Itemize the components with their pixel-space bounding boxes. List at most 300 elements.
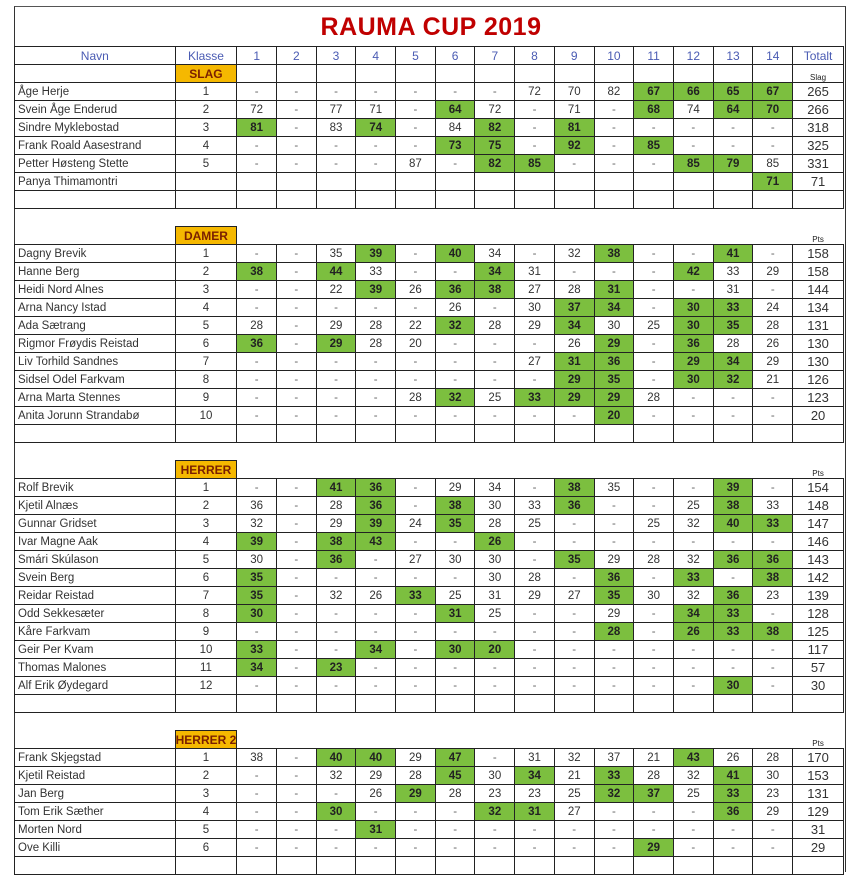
player-total: 123 [793,389,844,407]
score-cell: - [396,821,436,839]
score-cell: - [753,821,793,839]
player-name: Ada Sætrang [15,317,176,335]
category-empty [554,731,594,749]
score-cell: 31 [515,263,555,281]
score-cell: 32 [316,767,356,785]
results-table [14,46,844,875]
score-cell [554,173,594,191]
empty-cell [175,191,237,209]
player-name: Petter Høsteng Stette [15,155,176,173]
player-class: 1 [175,479,237,497]
spacer-cell [15,713,844,731]
category-empty [594,65,634,83]
best-score-cell: 29 [673,353,713,371]
category-empty [237,65,277,83]
score-cell: - [634,533,674,551]
page-title: RAUMA CUP 2019 [320,13,542,41]
best-score-cell: 36 [594,569,634,587]
score-cell: 72 [237,101,277,119]
best-score-cell: 41 [316,479,356,497]
score-cell: - [515,479,555,497]
player-name: Dagny Brevik [15,245,176,263]
score-cell: - [435,803,475,821]
category-empty [594,461,634,479]
score-cell: - [277,281,317,299]
header-name: Navn [15,47,176,65]
score-cell: - [356,605,396,623]
score-cell: - [634,497,674,515]
score-cell: 28 [634,767,674,785]
score-cell: - [594,659,634,677]
best-score-cell: 40 [435,245,475,263]
score-cell: 22 [316,281,356,299]
best-score-cell: 33 [673,569,713,587]
player-name: Svein Åge Enderud [15,101,176,119]
score-cell: - [435,335,475,353]
best-score-cell: 31 [594,281,634,299]
category-label: SLAG [175,65,237,83]
player-class: 4 [175,137,237,155]
score-cell: - [396,605,436,623]
score-cell: - [396,353,436,371]
category-spacer [15,731,176,749]
score-cell: - [316,821,356,839]
spacer-cell [15,443,844,461]
score-cell: 21 [634,749,674,767]
player-class: 10 [175,407,237,425]
header-round: 10 [594,47,634,65]
category-empty [396,461,436,479]
score-cell: - [237,803,277,821]
score-cell: 25 [435,587,475,605]
best-score-cell: 34 [594,299,634,317]
empty-cell [316,191,356,209]
best-score-cell: 40 [713,515,753,533]
best-score-cell: 34 [237,659,277,677]
player-name: Kjetil Reistad [15,767,176,785]
player-row [15,407,844,425]
score-cell: - [277,245,317,263]
best-score-cell: 35 [594,587,634,605]
score-cell: - [713,407,753,425]
header-round: 7 [475,47,515,65]
category-empty [316,227,356,245]
best-score-cell: 32 [435,389,475,407]
player-name: Åge Herje [15,83,176,101]
score-cell: - [634,677,674,695]
score-cell: - [316,605,356,623]
best-score-cell: 31 [554,353,594,371]
empty-cell [435,191,475,209]
score-cell [277,173,317,191]
category-empty [316,461,356,479]
score-cell: - [594,533,634,551]
score-cell: 25 [475,389,515,407]
best-score-cell: 85 [634,137,674,155]
player-total: 148 [793,497,844,515]
score-cell: - [475,677,515,695]
score-cell: 28 [435,785,475,803]
player-class: 3 [175,515,237,533]
best-score-cell: 33 [713,785,753,803]
player-row [15,821,844,839]
empty-cell [475,191,515,209]
empty-row [15,695,844,713]
score-cell: 30 [237,551,277,569]
category-label: HERRER [175,461,237,479]
score-cell: - [594,515,634,533]
player-name: Sidsel Odel Farkvam [15,371,176,389]
player-class: 7 [175,587,237,605]
best-score-cell: 38 [554,479,594,497]
score-cell: 37 [594,749,634,767]
best-score-cell: 30 [673,299,713,317]
best-score-cell: 40 [356,749,396,767]
score-cell: - [554,515,594,533]
score-cell: - [673,137,713,155]
best-score-cell: 36 [753,551,793,569]
best-score-cell: 31 [356,821,396,839]
empty-cell [15,425,176,443]
best-score-cell: 85 [673,155,713,173]
score-cell: 34 [475,479,515,497]
best-score-cell: 36 [554,497,594,515]
player-total: 266 [793,101,844,119]
score-cell: - [753,659,793,677]
score-cell: - [435,569,475,587]
player-row [15,353,844,371]
best-score-cell: 64 [713,101,753,119]
empty-cell [594,191,634,209]
score-cell: - [673,821,713,839]
score-cell: - [515,659,555,677]
player-total: 144 [793,281,844,299]
empty-cell [15,191,176,209]
score-cell: - [594,137,634,155]
empty-cell [175,425,237,443]
player-name: Sindre Myklebostad [15,119,176,137]
player-row [15,155,844,173]
player-class: 9 [175,623,237,641]
score-cell: - [475,299,515,317]
category-empty [515,227,555,245]
score-cell: - [316,785,356,803]
score-cell: - [554,407,594,425]
score-cell: - [554,677,594,695]
category-empty [396,227,436,245]
category-spacer [15,65,176,83]
score-cell: - [634,641,674,659]
score-cell: - [554,623,594,641]
score-cell: - [753,281,793,299]
score-cell: 30 [475,497,515,515]
score-cell: 29 [753,803,793,821]
best-score-cell: 34 [515,767,555,785]
player-name: Rigmor Frøydis Reistad [15,335,176,353]
empty-cell [634,191,674,209]
player-total: 158 [793,245,844,263]
score-cell: - [277,317,317,335]
score-cell: - [277,353,317,371]
empty-cell [793,695,844,713]
category-empty [554,461,594,479]
player-name: Heidi Nord Alnes [15,281,176,299]
score-cell: 32 [673,515,713,533]
best-score-cell: 82 [475,155,515,173]
score-cell: - [277,83,317,101]
empty-cell [15,695,176,713]
score-cell: - [713,533,753,551]
score-cell: - [237,83,277,101]
score-cell: - [435,623,475,641]
category-empty [713,731,753,749]
header-round: 4 [356,47,396,65]
best-score-cell: 32 [435,317,475,335]
player-name: Gunnar Gridset [15,515,176,533]
score-cell: - [277,623,317,641]
empty-cell [237,695,277,713]
best-score-cell: 43 [356,533,396,551]
score-cell: - [634,299,674,317]
best-score-cell: 30 [316,803,356,821]
score-cell: - [673,839,713,857]
score-cell: - [554,155,594,173]
score-cell: - [753,479,793,497]
best-score-cell: 36 [356,497,396,515]
empty-cell [277,425,317,443]
score-cell: - [277,101,317,119]
player-class: 3 [175,281,237,299]
score-cell: - [356,299,396,317]
best-score-cell: 36 [713,803,753,821]
category-empty [277,227,317,245]
player-total: 147 [793,515,844,533]
header-round: 12 [673,47,713,65]
best-score-cell: 36 [673,335,713,353]
best-score-cell: 35 [237,569,277,587]
score-cell: - [277,155,317,173]
player-class: 4 [175,803,237,821]
score-cell: - [475,353,515,371]
score-cell: - [277,821,317,839]
player-name: Jan Berg [15,785,176,803]
score-cell: - [396,569,436,587]
score-cell: - [713,839,753,857]
best-score-cell: 33 [713,623,753,641]
score-cell: - [634,119,674,137]
category-empty [673,65,713,83]
category-empty [594,227,634,245]
score-cell: - [634,821,674,839]
score-cell: - [673,803,713,821]
best-score-cell: 29 [316,335,356,353]
player-name: Frank Skjegstad [15,749,176,767]
score-cell: - [237,353,277,371]
empty-cell [356,191,396,209]
best-score-cell: 36 [713,551,753,569]
score-cell [316,173,356,191]
score-cell [475,173,515,191]
player-total: 128 [793,605,844,623]
score-cell: 21 [554,767,594,785]
player-row [15,515,844,533]
score-cell: - [277,299,317,317]
score-cell: - [673,533,713,551]
score-cell: - [396,101,436,119]
score-cell: 28 [396,767,436,785]
score-cell: - [475,659,515,677]
player-row [15,101,844,119]
player-row [15,137,844,155]
score-cell: - [673,479,713,497]
player-class: 12 [175,677,237,695]
player-class: 8 [175,605,237,623]
empty-cell [594,695,634,713]
header-total: Totalt [793,47,844,65]
category-empty [713,227,753,245]
best-score-cell: 30 [673,371,713,389]
score-cell: 33 [753,497,793,515]
score-cell: - [515,821,555,839]
score-cell: - [277,389,317,407]
score-cell: 23 [753,587,793,605]
unit-label: Pts [812,469,824,478]
empty-cell [753,191,793,209]
empty-cell [316,425,356,443]
score-cell: - [435,407,475,425]
score-cell: - [277,407,317,425]
score-cell: - [277,659,317,677]
score-cell: - [753,119,793,137]
best-score-cell: 68 [634,101,674,119]
player-class: 10 [175,641,237,659]
score-cell: 24 [396,515,436,533]
score-cell: 70 [554,83,594,101]
score-cell: - [277,119,317,137]
score-cell: 30 [475,767,515,785]
score-cell: 32 [673,767,713,785]
score-cell: - [515,839,555,857]
best-score-cell: 33 [594,767,634,785]
score-cell: 27 [515,353,555,371]
score-cell: - [396,839,436,857]
score-cell: 31 [515,749,555,767]
player-name: Arna Nancy Istad [15,299,176,317]
header-round: 9 [554,47,594,65]
best-score-cell: 35 [594,371,634,389]
category-empty [753,461,793,479]
score-cell: - [673,677,713,695]
best-score-cell: 38 [753,569,793,587]
score-cell: 30 [515,299,555,317]
category-empty [673,731,713,749]
score-cell: - [435,533,475,551]
score-cell: - [316,641,356,659]
score-cell [634,173,674,191]
player-name: Morten Nord [15,821,176,839]
score-cell: - [277,335,317,353]
best-score-cell: 26 [475,533,515,551]
score-cell: - [396,137,436,155]
category-row [15,731,844,749]
category-label: DAMER [175,227,237,245]
empty-cell [594,425,634,443]
category-empty [753,731,793,749]
best-score-cell: 40 [316,749,356,767]
player-total: 154 [793,479,844,497]
score-cell: 26 [753,335,793,353]
best-score-cell: 34 [554,317,594,335]
score-cell: - [277,785,317,803]
player-class: 8 [175,371,237,389]
player-total: 139 [793,587,844,605]
player-row [15,641,844,659]
score-cell: - [594,803,634,821]
best-score-cell: 37 [554,299,594,317]
score-cell: 31 [475,587,515,605]
score-cell: 35 [594,479,634,497]
score-cell [396,173,436,191]
score-cell: - [356,407,396,425]
player-name: Arna Marta Stennes [15,389,176,407]
best-score-cell: 38 [594,245,634,263]
player-total: 57 [793,659,844,677]
best-score-cell: 38 [237,263,277,281]
score-cell: - [396,245,436,263]
player-name: Alf Erik Øydegard [15,677,176,695]
category-empty [237,461,277,479]
score-cell: 29 [594,605,634,623]
score-cell: 24 [753,299,793,317]
player-name: Thomas Malones [15,659,176,677]
score-cell: - [713,119,753,137]
player-class: 9 [175,389,237,407]
score-cell: - [634,335,674,353]
best-score-cell: 65 [713,83,753,101]
best-score-cell: 29 [396,785,436,803]
score-cell: 25 [673,785,713,803]
score-cell: - [316,389,356,407]
player-total: 146 [793,533,844,551]
best-score-cell: 41 [713,245,753,263]
score-cell: - [554,533,594,551]
score-cell: 32 [554,245,594,263]
category-empty [277,731,317,749]
player-total: 130 [793,335,844,353]
player-total: 142 [793,569,844,587]
empty-cell [515,191,555,209]
score-cell: - [634,371,674,389]
category-spacer [15,227,176,245]
score-cell: - [356,155,396,173]
category-empty [396,65,436,83]
best-score-cell: 39 [713,479,753,497]
score-cell: - [316,137,356,155]
score-cell: - [435,839,475,857]
score-cell: 30 [753,767,793,785]
best-score-cell: 33 [713,605,753,623]
best-score-cell: 31 [515,803,555,821]
best-score-cell: 38 [753,623,793,641]
score-cell: 32 [673,551,713,569]
category-empty [634,461,674,479]
score-cell: - [237,479,277,497]
category-empty [435,65,475,83]
player-row [15,245,844,263]
score-cell: - [356,353,396,371]
best-score-cell: 35 [435,515,475,533]
best-score-cell: 20 [594,407,634,425]
